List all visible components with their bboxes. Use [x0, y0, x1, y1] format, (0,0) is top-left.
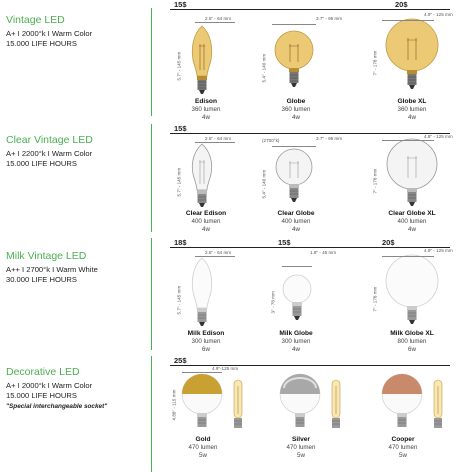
bulb-watt: 5w	[399, 451, 407, 459]
section-spec-line: A+ I 2000°k I Warm Color	[6, 29, 93, 38]
price-label: 25$	[174, 356, 187, 365]
height-dimension: 5.4" - 140 mm	[261, 53, 267, 83]
bulb-name: Globe	[286, 98, 306, 105]
clear-globe-xl-bulb-icon	[382, 138, 442, 208]
width-dimension: 3.7" - 95 mm	[316, 16, 343, 21]
bulb-cooper	[374, 368, 470, 474]
section-info	[6, 14, 146, 49]
width-dimension: 3.7" - 95 mm	[316, 136, 343, 141]
section-title: Milk Vintage LED	[6, 250, 87, 262]
gold-bulb-icon	[180, 372, 224, 432]
width-arrow	[382, 20, 434, 21]
section-spec-line: A++ I 2700°k I Warm White	[6, 265, 98, 274]
height-dimension: 5.7" - 145 mm	[176, 285, 182, 315]
clear-globe-bulb-icon	[272, 148, 316, 208]
bulb-lumen: 360 lumen	[397, 106, 427, 113]
width-arrow	[195, 256, 235, 257]
bulb-watt: 5w	[199, 451, 207, 459]
bulb-lumen: 400 lumen	[397, 218, 427, 225]
height-dimension: 5.4" - 140 mm	[261, 169, 267, 199]
width-arrow	[282, 266, 312, 267]
width-arrow	[272, 146, 316, 147]
milk-globe-xl-bulb-icon	[382, 254, 442, 328]
bulb-clear-globe-xl	[372, 134, 472, 234]
milk-edison-bulb-icon	[187, 256, 217, 328]
bulb-watt: 4w	[408, 113, 416, 121]
bulb-watt: 4w	[202, 113, 210, 121]
width-arrow	[195, 142, 235, 143]
width-dimension: 2.5" - 64 mm	[205, 136, 232, 141]
width-dimension: 1.8" - 45 mm	[310, 250, 337, 255]
bulb-lumen: 360 lumen	[281, 106, 311, 113]
bulb-lumen: 470 lumen	[286, 444, 316, 451]
section-life-line: 15.000 LIFE HOURS	[6, 159, 77, 168]
bulb-name: Gold	[195, 436, 211, 443]
bulb-gold	[168, 368, 258, 474]
edison-bulb-icon	[187, 24, 217, 96]
bulb-clear-edison	[175, 136, 245, 234]
height-dimension: 7" - 178 mm	[372, 168, 378, 194]
width-arrow	[182, 372, 222, 373]
section-decorative-led	[0, 356, 474, 474]
bulb-watt: 4w	[292, 345, 300, 353]
bulb-watt: 6w	[202, 345, 210, 353]
height-dimension: 7" - 178 mm	[372, 50, 378, 76]
bulb-label	[171, 210, 241, 233]
bulb-label	[266, 436, 336, 459]
bulb-watt: 5w	[297, 451, 305, 459]
silver-bulb-icon	[278, 372, 322, 432]
extra-dimension: (2700°k)	[262, 138, 280, 143]
bulb-name: Silver	[292, 436, 310, 443]
height-dimension: 5.7" - 145 mm	[176, 51, 182, 81]
bulb-name: Milk Globe XL	[390, 330, 434, 337]
bulb-label	[171, 330, 241, 353]
bulb-lumen: 800 lumen	[397, 338, 427, 345]
bulb-lumen: 360 lumen	[191, 106, 221, 113]
section-spec-line: A+ I 2200°k I Warm Color	[6, 149, 93, 158]
section-info	[6, 250, 146, 285]
bulb-name: Clear Globe	[277, 210, 315, 217]
bulb-name: Edison	[195, 98, 217, 105]
bulb-milk-globe-xl	[372, 248, 472, 354]
bulb-label	[377, 210, 447, 233]
height-dimension: 5.7" - 145 mm	[176, 167, 182, 197]
section-info	[6, 366, 146, 410]
width-dimension: 4.9" - 125 mm	[424, 248, 453, 253]
bulb-name: Clear Globe XL	[388, 210, 436, 217]
bulb-watt: 6w	[408, 345, 416, 353]
section-life-line: 15.000 LIFE HOURS	[6, 39, 77, 48]
height-dimension: 7" - 178 mm	[372, 286, 378, 312]
bulb-lumen: 400 lumen	[281, 218, 311, 225]
bulb-milk-edison	[175, 250, 245, 354]
bulb-silver	[272, 368, 362, 474]
bulb-clear-globe	[258, 136, 343, 234]
price-label: 20$	[382, 238, 395, 247]
section-vintage-led	[0, 0, 474, 121]
price-label: 20$	[395, 0, 408, 9]
section-divider-vertical	[151, 356, 152, 472]
section-info	[6, 134, 146, 169]
section-life-line: 30.000 LIFE HOURS	[6, 275, 77, 284]
tube-bulb-icon	[432, 378, 444, 436]
bulb-label	[377, 98, 447, 121]
bulb-watt: 4w	[202, 225, 210, 233]
width-dimension: 4.9" - 125 mm	[424, 134, 453, 139]
bulb-globe-xl	[372, 12, 472, 121]
section-title: Decorative LED	[6, 366, 80, 378]
width-dimension: 2.5" - 64 mm	[205, 16, 232, 21]
bulb-watt: 4w	[408, 225, 416, 233]
section-divider-vertical	[151, 124, 152, 232]
bulb-name: Globe XL	[397, 98, 427, 105]
width-arrow	[272, 24, 316, 25]
price-label: 15$	[174, 124, 187, 133]
bulb-lumen: 400 lumen	[191, 218, 221, 225]
tube-bulb-icon	[330, 378, 342, 436]
section-title: Vintage LED	[6, 14, 65, 26]
bulb-label	[261, 98, 331, 121]
bulb-name: Milk Globe	[279, 330, 313, 337]
bulb-globe	[258, 14, 343, 121]
clear-edison-bulb-icon	[187, 142, 217, 208]
section-spec-line: A+ I 2000°k I Warm Color	[6, 381, 93, 390]
section-note: "Special interchangeable socket"	[6, 403, 108, 410]
section-milk-vintage-led	[0, 236, 474, 354]
height-dimension: 4.88" - 115 mm	[171, 389, 177, 421]
bulb-watt: 4w	[292, 113, 300, 121]
copper-bulb-icon	[380, 372, 424, 432]
bulb-milk-globe	[258, 250, 338, 354]
milk-globe-bulb-icon	[280, 274, 314, 326]
bulb-label	[261, 210, 331, 233]
bulb-label	[368, 436, 438, 459]
width-dimension: 2.5" - 64 mm	[205, 250, 232, 255]
section-divider-horizontal	[170, 9, 450, 10]
bulb-lumen: 470 lumen	[188, 444, 218, 451]
bulb-edison	[175, 14, 245, 121]
price-label: 18$	[174, 238, 187, 247]
section-divider-vertical	[151, 8, 152, 116]
bulb-label	[261, 330, 331, 353]
bulb-name: Clear Edison	[185, 210, 227, 217]
width-arrow	[382, 140, 434, 141]
tube-bulb-icon	[232, 378, 244, 436]
bulb-lumen: 470 lumen	[388, 444, 418, 451]
section-divider-vertical	[151, 238, 152, 350]
bulb-label	[171, 98, 241, 121]
bulb-lumen: 300 lumen	[281, 338, 311, 345]
section-life-line: 15.000 LIFE HOURS	[6, 391, 77, 400]
bulb-name: Cooper	[391, 436, 415, 443]
section-title: Clear Vintage LED	[6, 134, 93, 146]
globe-bulb-icon	[272, 30, 316, 96]
globe-xl-bulb-icon	[382, 18, 442, 92]
height-dimension: 3" - 78 mm	[270, 291, 276, 314]
width-dimension: 4.9"-125 mm	[212, 366, 239, 371]
width-dimension: 4.9" - 125 mm	[424, 12, 453, 17]
price-label: 15$	[174, 0, 187, 9]
bulb-name: Milk Edison	[187, 330, 225, 337]
width-arrow	[382, 256, 434, 257]
bulb-label	[377, 330, 447, 353]
bulb-watt: 4w	[292, 225, 300, 233]
bulb-lumen: 300 lumen	[191, 338, 221, 345]
section-clear-vintage-led	[0, 120, 474, 234]
bulb-label	[168, 436, 238, 459]
price-label: 15$	[278, 238, 291, 247]
width-arrow	[195, 22, 235, 23]
